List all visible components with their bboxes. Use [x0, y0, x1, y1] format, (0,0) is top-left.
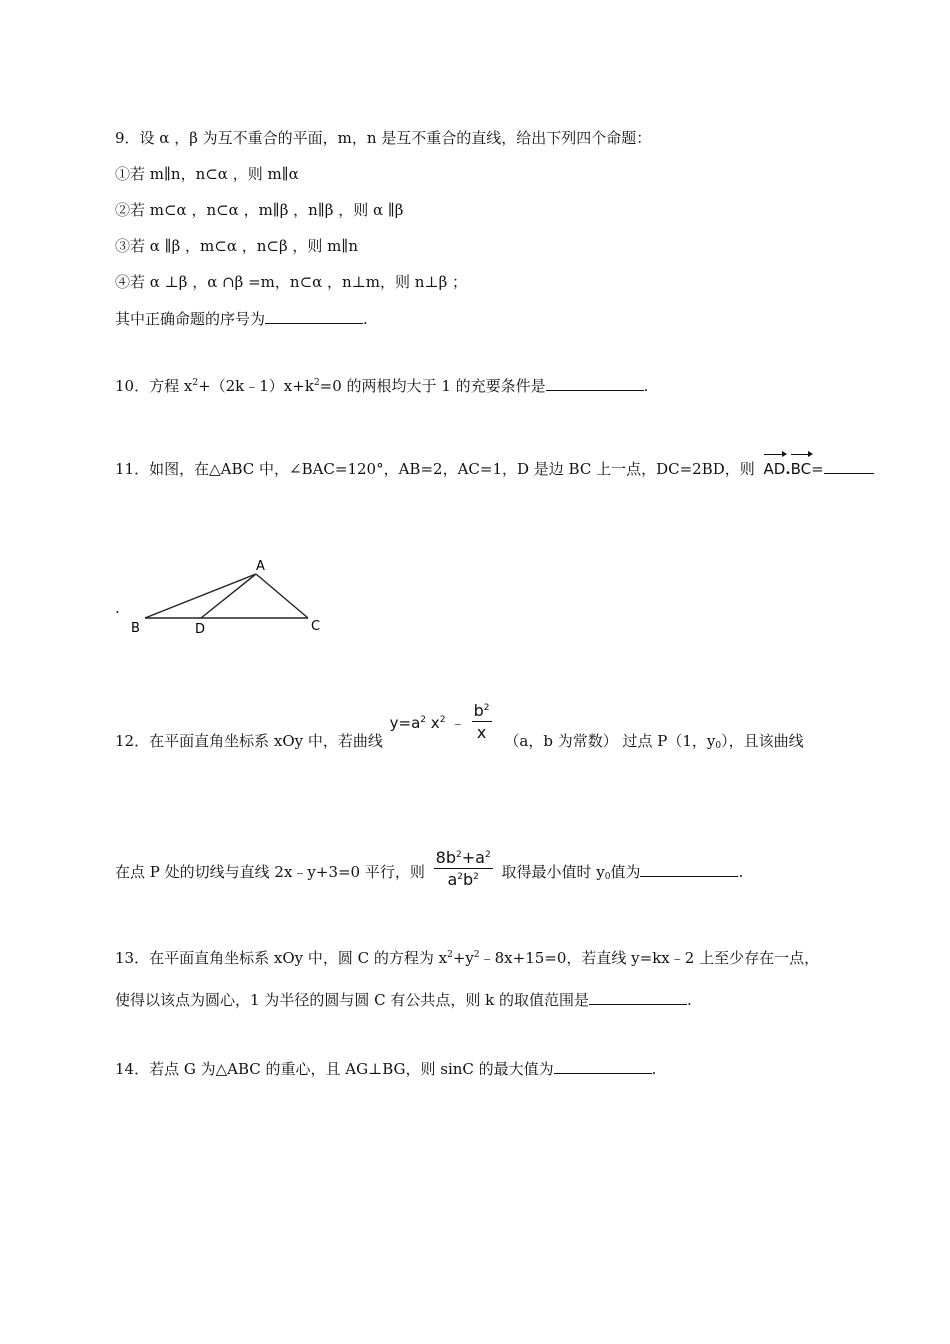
side-ac: [256, 574, 308, 618]
q9-proposition-3: ③若 α ∥β ，m⊂α ，n⊂β ，则 m∥n: [115, 237, 358, 255]
q9-proposition-1: ①若 m∥n，n⊂α ，则 m∥α: [115, 165, 299, 183]
q10-line: 10．方程 $x^2+(2k﹣1)x+k^2=0$ 的两根均大于 1 的充要条件是 .: [115, 377, 649, 395]
segment-ad: [201, 574, 256, 618]
q9-proposition-4: ④若 α ⊥β ，α ∩β =m，n⊂α ，n⊥m，则 n⊥β ；: [115, 273, 468, 291]
q9-answer-line: 其中正确命题的序号为 .: [115, 310, 368, 328]
label-c: C: [311, 619, 321, 634]
q9-stem: 9．设 α ，β 为互不重合的平面，m，n 是互不重合的直线，给出下列四个命题：: [115, 129, 652, 147]
q12-line-1: 12．在平面直角坐标系 xOy 中，若曲线 $y=a^2$ $x^2$ ﹣ $\frac{b^2}{x}$ （a，b 为常数） 过点 P（1，$y_0$），且该曲线: [115, 701, 804, 751]
answer-blank[interactable]: [546, 376, 644, 391]
answer-blank[interactable]: [589, 990, 687, 1005]
q13-line-1: 13．在平面直角坐标系 xOy 中，圆 C 的方程为 $x^2+y^2﹣8x+15=0$，若直线 y=kx﹣2 上至少存在一点，: [115, 949, 820, 967]
answer-blank[interactable]: [640, 862, 738, 877]
label-d: D: [195, 622, 206, 636]
q11-period: .: [115, 599, 120, 617]
q9-proposition-2: ②若 m⊂α ，n⊂α ，m∥β ，n∥β ，则 α ∥β: [115, 201, 404, 219]
label-b: B: [131, 621, 140, 636]
triangle-figure: [125, 556, 325, 636]
q13-line-2: 使得以该点为圆心，1 为半径的圆与圆 C 有公共点，则 k 的取值范围是 .: [115, 991, 692, 1009]
label-a: A: [256, 559, 265, 574]
side-ab: [145, 574, 256, 618]
q12-line-2: 在点 P 处的切线与直线 2x﹣y+3=0 平行，则 $\frac{8b^2+a^2}{a^2b^2}$ 取得最小值时 $y_0$值为 .: [115, 848, 744, 889]
answer-blank[interactable]: [265, 309, 363, 324]
q11-line: 11．如图，在△ABC 中，∠BAC=120°，AB=2，AC=1，D 是边 BC 上一点，DC=2BD，则 AD. BC=: [115, 459, 874, 479]
answer-blank[interactable]: [824, 459, 874, 474]
vector-ad: AD: [764, 459, 786, 479]
answer-blank[interactable]: [554, 1059, 652, 1074]
fraction-expression: $\frac{8b^2+a^2}{a^2b^2}$: [435, 848, 491, 889]
vector-bc: BC: [791, 459, 812, 479]
q14-line: 14．若点 G 为△ABC 的重心，且 AG⊥BG，则 sinC 的最大值为 .: [115, 1060, 657, 1078]
curve-formula: $y=a^2$ $x^2$ ﹣ $\frac{b^2}{x}$: [389, 701, 490, 742]
